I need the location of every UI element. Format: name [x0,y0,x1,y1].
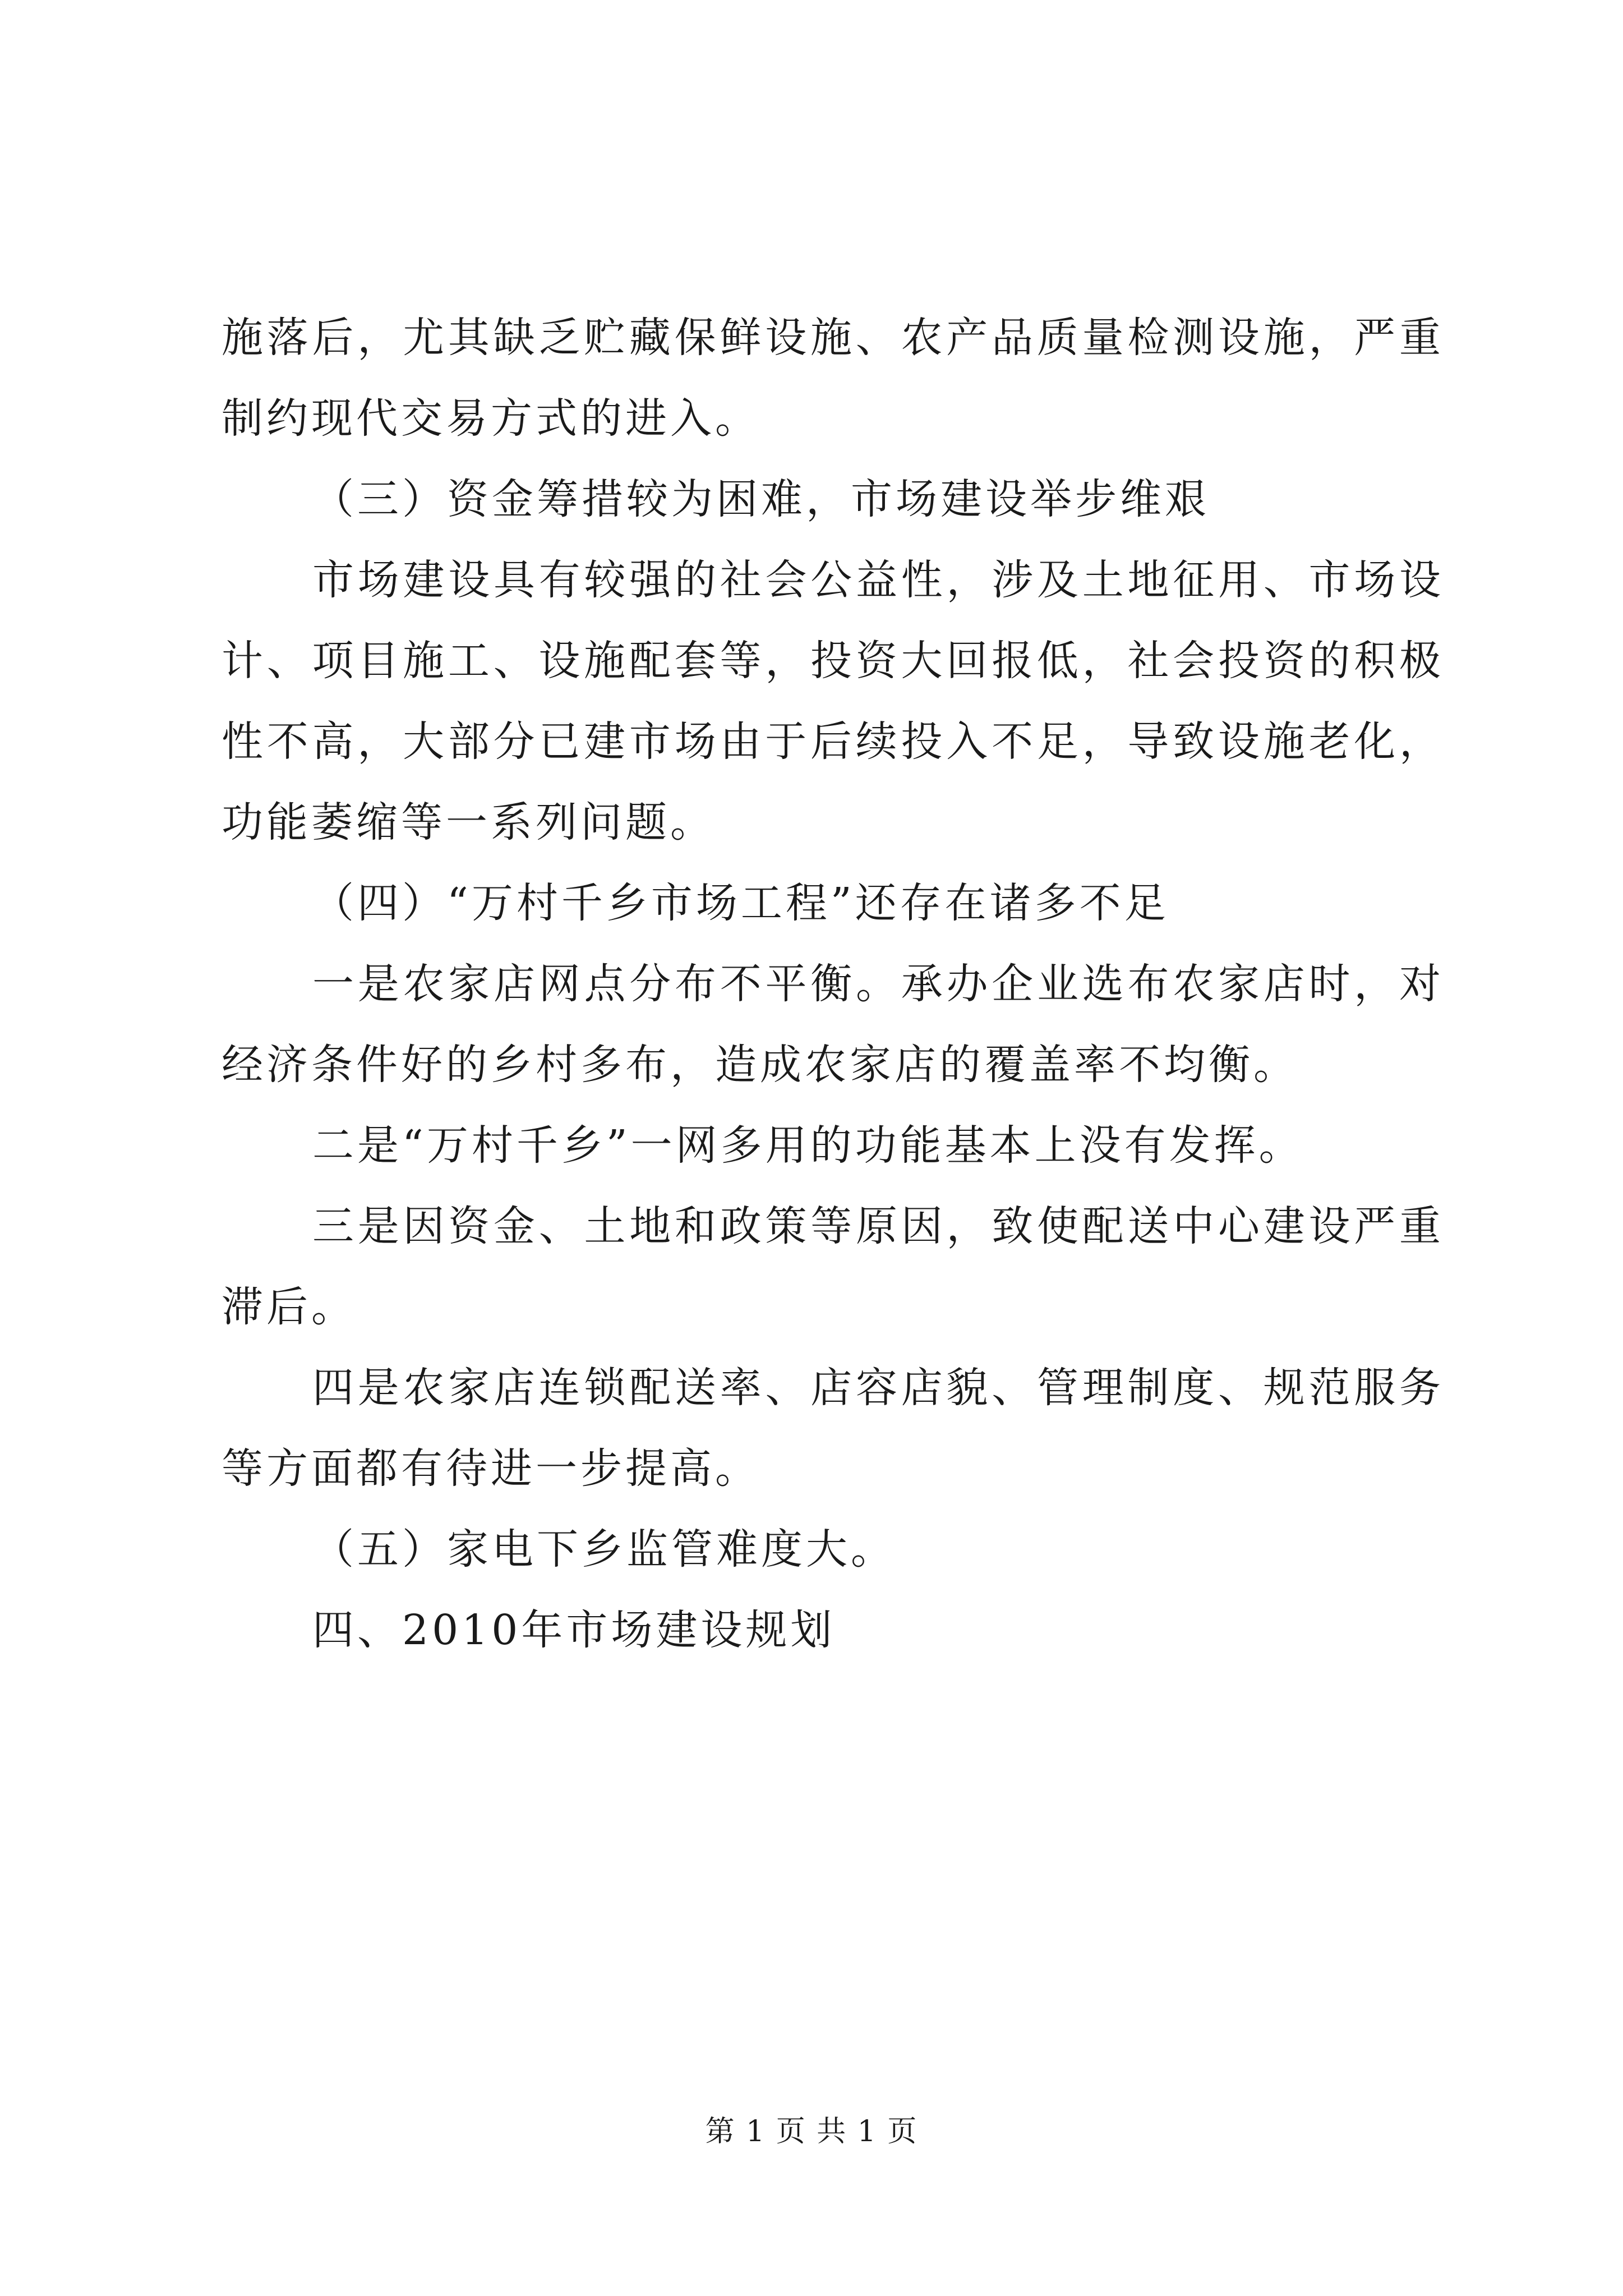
paragraph: 二是“万村千乡”一网多用的功能基本上没有发挥。 [312,1121,1304,1170]
paragraph: 一是农家店网点分布不平衡。承办企业选布农家店时，对经济条件好的乡村多布，造成农家店的覆盖率不均衡。 [222,960,1444,1089]
chapter-heading: 四、2010年市场建设规划 [312,1606,836,1654]
section-heading-5: （五）家电下乡监管难度大。 [312,1525,896,1573]
section-heading-3: （三）资金筹措较为困难，市场建设举步维艰 [312,475,1210,523]
paragraph: 三是因资金、土地和政策等原因，致使配送中心建设严重滞后。 [222,1202,1444,1331]
paragraph: 市场建设具有较强的社会公益性，涉及土地征用、市场设计、项目施工、设施配套等，投资大回报低，社会投资的积极性不高，大部分已建市场由于后续投入不足，导致设施老化，功能萎缩等一系列问题。 [222,556,1444,846]
paragraph-continuation: 施落后，尤其缺乏贮藏保鲜设施、农产品质量检测设施，严重制约现代交易方式的进入。 [222,314,1444,443]
document-body [222,297,1444,1671]
section-heading-4: （四）“万村千乡市场工程”还存在诸多不足 [312,879,1169,927]
paragraph: 四是农家店连锁配送率、店容店貌、管理制度、规范服务等方面都有待进一步提高。 [222,1364,1444,1493]
page-footer: 第 1 页 共 1 页 [705,2115,918,2148]
